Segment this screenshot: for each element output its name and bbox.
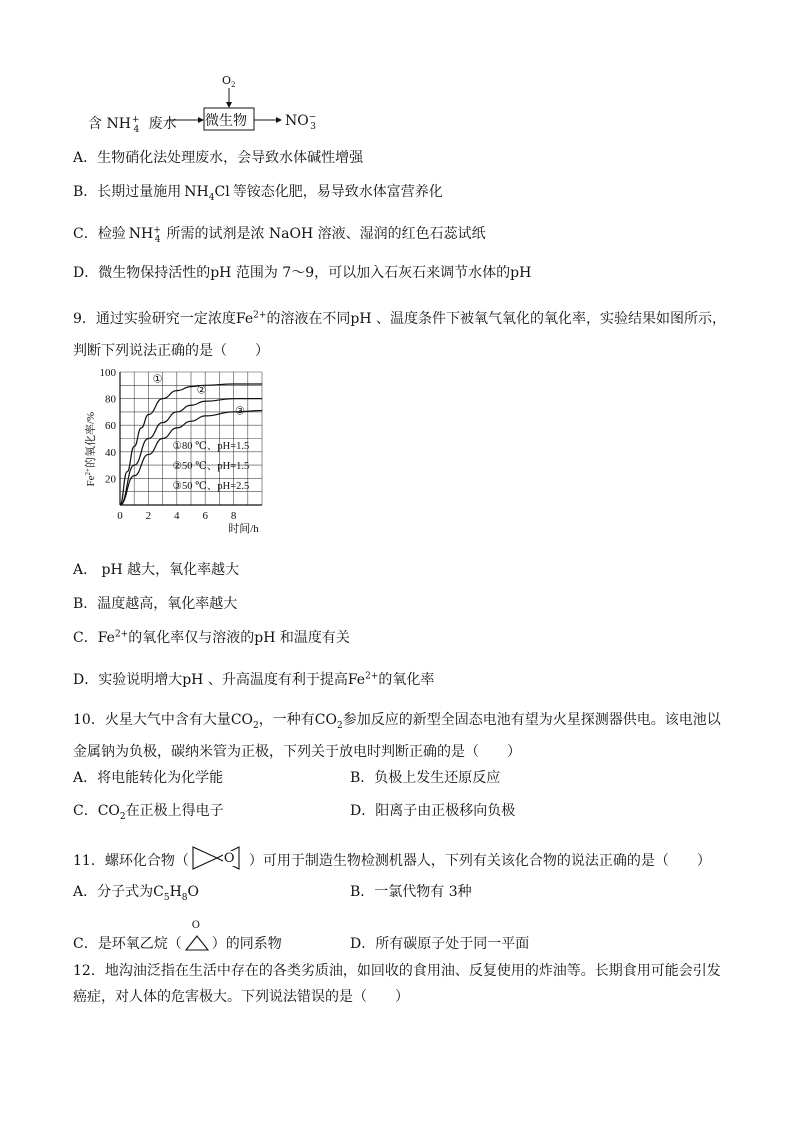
x-tick-label: 4 (174, 510, 180, 522)
q10-option-b: B．负极上发生还原反应 (350, 770, 501, 786)
y-axis-label: $Fe^{2+}$的氧化率/% (84, 411, 97, 487)
x-tick-label: 0 (117, 510, 123, 522)
q12-stem-line2: 癌症，对人体的危害极大。下列说法错误的是（ ） (73, 989, 409, 1005)
x-tick-label: 2 (145, 510, 152, 522)
q9-option-d: D．实验说明增大pH 、升高温度有利于提高$Fe^{2+}$的氧化率 (73, 671, 435, 688)
series-marker-2: ② (196, 384, 207, 397)
q10-option-a: A．将电能转化为化学能 (73, 770, 224, 786)
q10-stem-line1: 10．火星大气中含有大量$CO_2$，一种有$CO_2$参加反应的新型全固态电池有望为火星探测器供电。该电池以 (73, 712, 721, 731)
y-tick-label: 40 (105, 446, 116, 459)
q11-option-a: A．分子式为$C_5H_8O$ (73, 884, 200, 903)
oxidation-rate-chart (78, 364, 278, 539)
q9-option-b: B．温度越高，氧化率越大 (73, 596, 238, 612)
q9-option-a: A． pH 越大，氧化率越大 (73, 562, 240, 578)
q11-option-c: C．是环氧乙烷（ O ）的同系物 (73, 920, 282, 952)
q8-option-c: C．检验 $NH^+_4$ 所需的试剂是浓 NaOH 溶液、湿润的红色石蕊试纸 (73, 225, 486, 245)
q11-option-b: B．一氯代物有 3种 (350, 884, 472, 900)
q10-option-d: D．阳离子由正极移向负极 (350, 803, 516, 819)
q12-stem-line1: 12．地沟油泛指在生活中存在的各类劣质油，如回收的食用油、反复使用的炸油等。长期食用可能会引发 (73, 963, 721, 979)
y-tick-label: 80 (105, 393, 116, 406)
q8-option-d: D．微生物保持活性的pH 范围为 7～9，可以加入石灰石来调节水体的pH (73, 265, 532, 281)
x-tick-label: 6 (202, 510, 208, 522)
q9-option-c: C．$Fe^{2+}$的氧化率仅与溶液的pH 和温度有关 (73, 629, 350, 646)
flow-oxygen-label: $O_2$ (222, 74, 236, 90)
y-tick-label: 100 (99, 367, 116, 379)
legend-entry-3: ③50 ℃、pH=2.5 (172, 481, 250, 493)
flow-output-label: $NO^-_3$ (285, 112, 317, 132)
series-marker-1: ① (152, 373, 163, 386)
q11-stem: 11．螺环化合物（ O ）可用于制造生物检测机器人，下列有关该化合物的说法正确的是（ ） (73, 850, 711, 870)
q8-option-b: B．长期过量施用 $NH_4Cl$ 等铵态化肥，易导致水体富营养化 (73, 184, 443, 203)
q9-stem-line2: 判断下列说法正确的是（ ） (73, 343, 269, 359)
series-marker-3: ③ (235, 405, 245, 418)
y-tick-label: 60 (105, 420, 116, 433)
q10-stem-line2: 金属钠为负极，碳纳米管为正极，下列关于放电时判断正确的是（ ） (73, 744, 521, 760)
legend-entry-1: ①80 ℃、pH=1.5 (172, 441, 250, 453)
q8-option-a: A．生物硝化法处理废水，会导致水体碱性增强 (73, 150, 364, 166)
flow-box-label: 微生物 (205, 113, 247, 129)
q9-stem-line1: 9．通过实验研究一定浓度$Fe^{2+}$的溶液在不同pH 、温度条件下被氧气氧化的氧化率，实验结果如图所示， (73, 310, 727, 327)
x-tick-label: 8 (230, 510, 237, 522)
x-axis-label: 时间/h (228, 523, 259, 535)
q10-option-c: C．$CO_2$在正极上得电子 (73, 803, 224, 822)
flow-input-label: 含 $NH^+_4$ 废水 (88, 115, 177, 135)
y-tick-label: 20 (105, 473, 116, 486)
q11-option-d: D．所有碳原子处于同一平面 (350, 936, 530, 952)
chart-labels (83, 367, 259, 535)
legend-entry-2: ②50 ℃、pH=1.5 (172, 461, 250, 473)
